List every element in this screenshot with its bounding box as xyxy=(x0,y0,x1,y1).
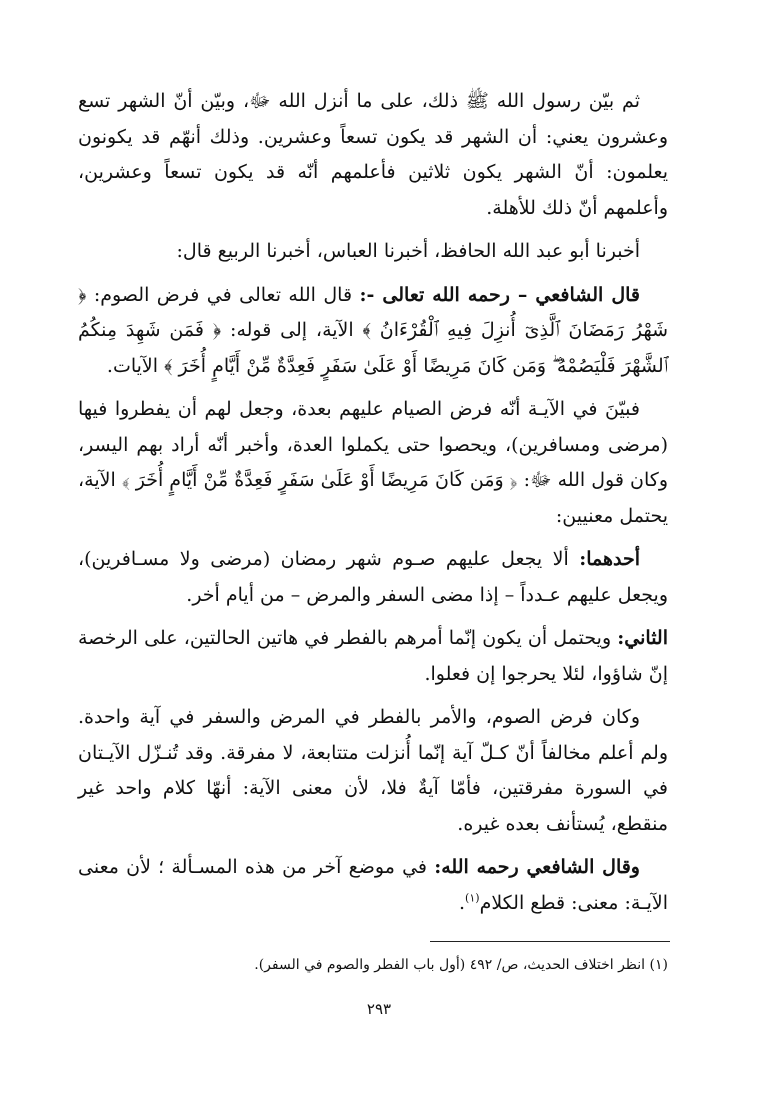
quran-quote-1: ﴿ شَهْرُ رَمَضَانَ ٱلَّذِىٓ أُنزِلَ فِيهِ ٱلْقُرْءَانُ ﴾ xyxy=(78,283,669,341)
quran-quote-3: ﴿ وَمَن كَانَ مَرِيضًا أَوْ عَلَىٰ سَفَرٍ فَعِدَّةٌ مِّنْ أَيَّامٍ أُخَرَ ﴾ xyxy=(121,469,518,491)
footnote-text: (١) انظر اختلاف الحديث، ص/ ٤٩٢ (أول باب الفطر والصوم في السفر). xyxy=(254,957,668,973)
paragraph-3-text-a: قال الله تعالى في فرض الصوم: xyxy=(86,283,360,306)
shafii-lead-2: وقال الشافعي رحمه الله: xyxy=(434,856,640,878)
shafii-lead: قال الشافعي – رحمه الله تعالى -: xyxy=(359,283,640,306)
paragraph-4-text-a: فبيّنَ في الآيـة أنّه فرض الصيام عليهم بعدة، وجعل لهم أن يفطروا فيها (مرضى ومسافرين)، ويحصوا حتى يكملوا العدة، وأخبر أنّه أراد بهم اليسر، وكان قول الله ﷻ: xyxy=(78,398,668,491)
isnad-text: أخبرنا أبو عبد الله الحافظ، أخبرنا العباس، أخبرنا الربيع قال: xyxy=(176,240,640,262)
footnote-divider xyxy=(430,941,670,942)
paragraph-4 xyxy=(78,392,668,534)
second-meaning-lead: الثاني: xyxy=(617,627,668,649)
paragraph-8 xyxy=(78,850,668,921)
paragraph-5 xyxy=(78,542,668,613)
paragraph-1-text: ثم بيّن رسول الله ﷺ ذلك، على ما أنزل الله ﷻ، وبيّن أنّ الشهر تسع وعشرون يعني: أن الشهر قد يكون تسعاً وعشرين. وذلك أنهّم قد يكونون يعلمون: أنّ الشهر يكون ثلاثين فأعلمهم أنّه قد يكون تسعاً وعشرين، وأعلمهم أنّ ذلك للأهلة. xyxy=(78,90,668,219)
paragraph-7-text: وكان فرض الصوم، والأمر بالفطر في المرض والسفر في آية واحدة. ولم أعلم مخالفاً أنّ كـلّ آية إنّما أُنزلت متتابعة، لا مفرقة. وقد تُنـزّل الآيـتان في السورة مفرقتين، فأمّا آيةٌ فلا، لأن معنى الآية: أنهّا كلام واحد غير منقطع، يُستأنف بعده غيره. xyxy=(78,706,668,835)
first-meaning-text: ألا يجعل عليهم صـوم شهر رمضان (مرضى ولا مسـافرين)، ويجعل عليهم عـدداً – إذا مضى السفر والمرض – من أيام أخر. xyxy=(78,548,668,606)
footnote-reference[interactable]: (١) xyxy=(465,891,480,905)
paragraph-8-text: في موضع آخر من هذه المسـألة ؛ لأن معنى الآيـة: معنى: قطع الكلام xyxy=(78,856,668,914)
paragraph-1 xyxy=(78,84,668,226)
second-meaning-text: ويحتمل أن يكون إنّما أمرهم بالفطر في هاتين الحالتين، على الرخصة إنّ شاؤوا، لئلا يحرجوا إن فعلوا. xyxy=(78,627,668,685)
page-number: ٢٩٣ xyxy=(366,1000,392,1018)
paragraph-2 xyxy=(78,234,668,270)
paragraph-3-text-b: الآية، إلى قوله: xyxy=(221,319,363,341)
quran-quote-2: ﴿ فَمَن شَهِدَ مِنكُمُ ٱلشَّهْرَ فَلْيَصُمْهُ ۖ وَمَن كَانَ مَرِيضًا أَوْ عَلَىٰ سَفَرٍ فَعِدَّةٌ مِّنْ أَيَّامٍ أُخَرَ ﴾ xyxy=(78,319,668,377)
footnote xyxy=(78,953,668,977)
paragraph-7 xyxy=(78,700,668,842)
paragraph-6 xyxy=(78,621,668,692)
first-meaning-lead: أحدهما: xyxy=(579,548,640,570)
paragraph-3-text-c: الآيات. xyxy=(106,354,165,377)
paragraph-8-end: . xyxy=(459,891,466,914)
paragraph-3 xyxy=(78,278,668,385)
paragraph-4-text-b: الآية، يحتمل معنيين: xyxy=(78,469,668,527)
body-text xyxy=(78,84,668,929)
